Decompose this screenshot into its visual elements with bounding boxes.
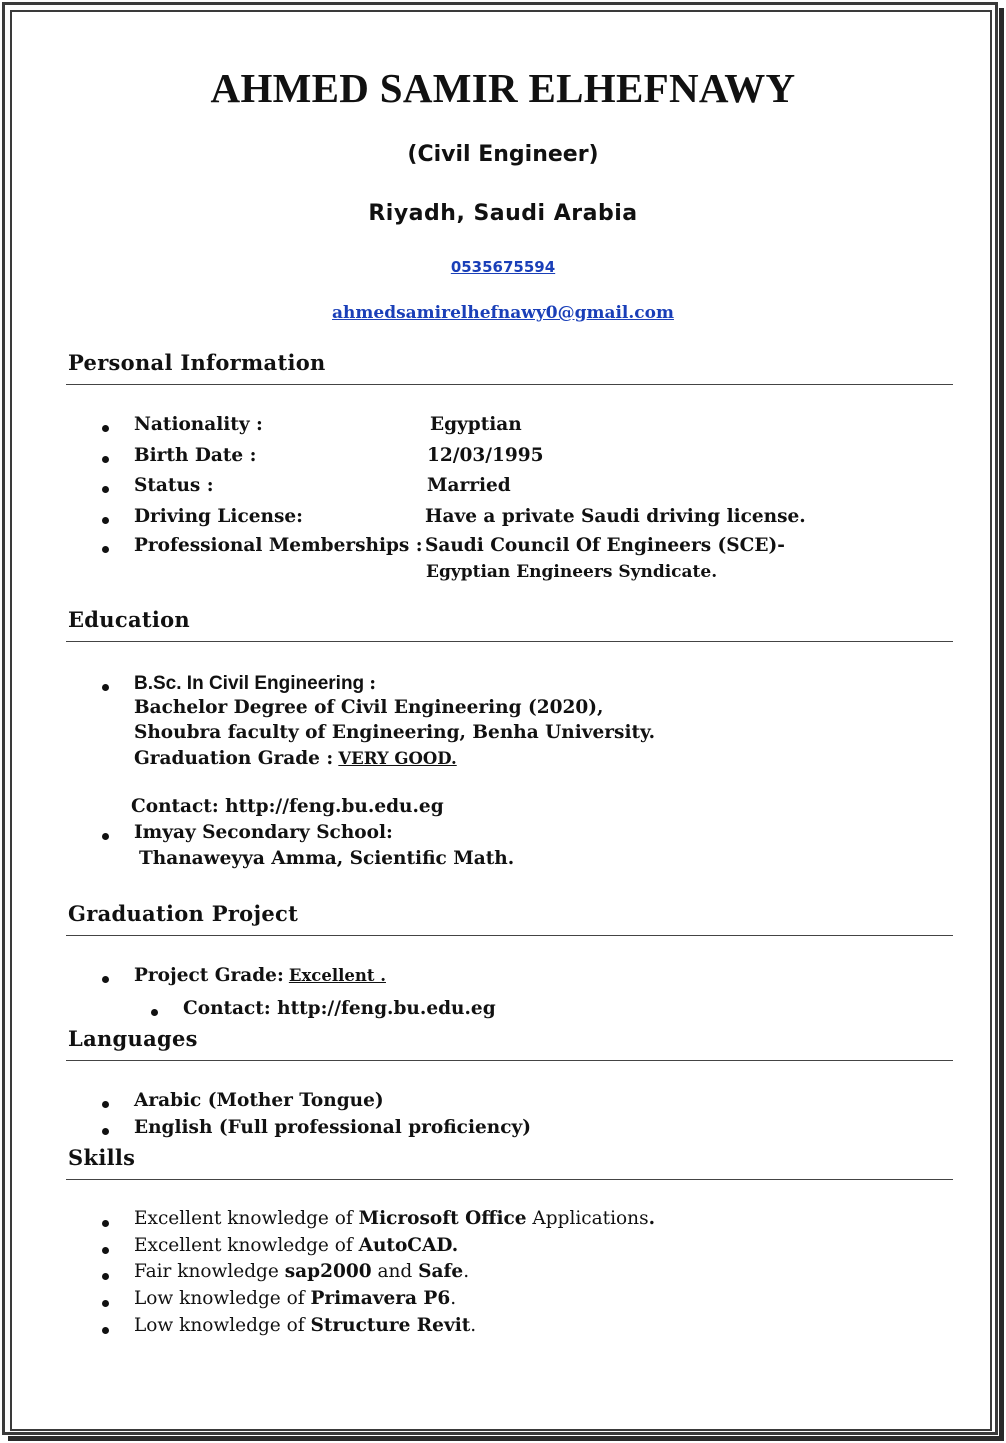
bullet-icon (102, 1101, 109, 1108)
degree-line-1: Bachelor Degree of Civil Engineering (2020), (134, 697, 604, 718)
degree-heading (134, 673, 376, 695)
graduation-grade (134, 748, 457, 769)
section-title-project: Graduation Project (68, 901, 299, 926)
school-line: Thanaweyya Amma, Scientific Math. (139, 848, 515, 869)
section-divider (66, 641, 953, 642)
bullet-icon (102, 425, 109, 432)
section-divider (66, 1179, 953, 1180)
project-grade (134, 965, 386, 986)
value-nationality: Egyptian (430, 414, 522, 435)
value-birth-date: 12/03/1995 (427, 445, 544, 466)
skill-prefix: Low knowledge of (134, 1288, 311, 1309)
skill-item (134, 1208, 655, 1229)
skill-suffix: and (371, 1261, 419, 1282)
skill-item (134, 1261, 469, 1282)
section-divider (66, 384, 953, 385)
candidate-name: AHMED SAMIR ELHEFNAWY (210, 65, 796, 111)
graduation-grade-label: Graduation Grade : (134, 748, 334, 769)
section-title-skills: Skills (68, 1145, 136, 1170)
skill-name-2: Safe (418, 1261, 464, 1282)
skill-name: AutoCAD. (358, 1235, 459, 1256)
skill-suffix: Applications (526, 1208, 649, 1229)
skill-end: . (463, 1261, 470, 1282)
value-memberships-2: Egyptian Engineers Syndicate. (426, 562, 718, 582)
skill-name: sap2000 (284, 1261, 372, 1282)
skill-prefix: Fair knowledge (134, 1261, 285, 1282)
skill-name: Primavera P6 (310, 1288, 451, 1309)
bullet-icon (102, 976, 109, 983)
bullet-icon (102, 546, 109, 553)
bullet-icon (102, 1273, 109, 1280)
language-item: Arabic (Mother Tongue) (134, 1090, 384, 1111)
email-row (0, 303, 1006, 323)
skill-item (134, 1235, 458, 1256)
bullet-icon (102, 1128, 109, 1135)
skill-end: . (470, 1315, 477, 1336)
phone-link[interactable]: 0535675594 (450, 258, 556, 276)
bullet-icon (102, 1220, 109, 1227)
skill-end: . (450, 1288, 457, 1309)
bullet-icon (102, 1327, 109, 1334)
bullet-icon (151, 1009, 158, 1016)
value-status: Married (427, 475, 511, 496)
bullet-icon (102, 1247, 109, 1254)
graduation-grade-value: VERY GOOD. (338, 749, 457, 768)
phone-row (0, 258, 1006, 276)
value-memberships: Saudi Council Of Engineers (SCE)- (425, 535, 785, 556)
bullet-icon (102, 486, 109, 493)
section-title-education: Education (68, 607, 191, 632)
label-nationality: Nationality : (134, 414, 263, 435)
section-divider (66, 935, 953, 936)
skill-prefix: Excellent knowledge of (134, 1235, 359, 1256)
skill-item (134, 1288, 456, 1309)
education-contact: Contact: http://feng.bu.edu.eg (131, 796, 444, 817)
section-title-personal: Personal Information (68, 350, 326, 375)
skill-prefix: Low knowledge of (134, 1315, 311, 1336)
email-link[interactable]: ahmedsamirelhefnawy0@gmail.com (332, 303, 674, 323)
degree-colon: : (369, 673, 377, 694)
skill-prefix: Excellent knowledge of (134, 1208, 359, 1229)
page-shadow-bottom (8, 1436, 1004, 1441)
project-contact: Contact: http://feng.bu.edu.eg (183, 998, 496, 1019)
label-status: Status : (134, 475, 214, 496)
skill-name: Microsoft Office (358, 1208, 527, 1229)
section-divider (66, 1060, 953, 1061)
degree-title: B.Sc. In Civil Engineering (134, 673, 365, 694)
project-grade-value: Excellent . (288, 966, 386, 985)
label-birth-date: Birth Date : (134, 445, 257, 466)
section-title-languages: Languages (68, 1026, 198, 1051)
value-driving-license: Have a private Saudi driving license. (425, 506, 806, 527)
project-grade-label: Project Grade: (134, 965, 284, 986)
degree-line-2: Shoubra faculty of Engineering, Benha University. (134, 722, 656, 743)
label-memberships: Professional Memberships : (134, 535, 423, 556)
school-title: Imyay Secondary School: (134, 822, 393, 843)
bullet-icon (102, 1300, 109, 1307)
bullet-icon (102, 456, 109, 463)
language-item: English (Full professional proficiency) (134, 1117, 531, 1138)
bullet-icon (102, 684, 109, 691)
skill-name: Structure Revit (310, 1315, 471, 1336)
bullet-icon (102, 517, 109, 524)
location: Riyadh, Saudi Arabia (368, 201, 638, 226)
job-title: (Civil Engineer) (407, 142, 599, 167)
bullet-icon (102, 833, 109, 840)
label-driving-license: Driving License: (134, 506, 303, 527)
skill-item (134, 1315, 476, 1336)
skill-end: . (648, 1208, 656, 1229)
